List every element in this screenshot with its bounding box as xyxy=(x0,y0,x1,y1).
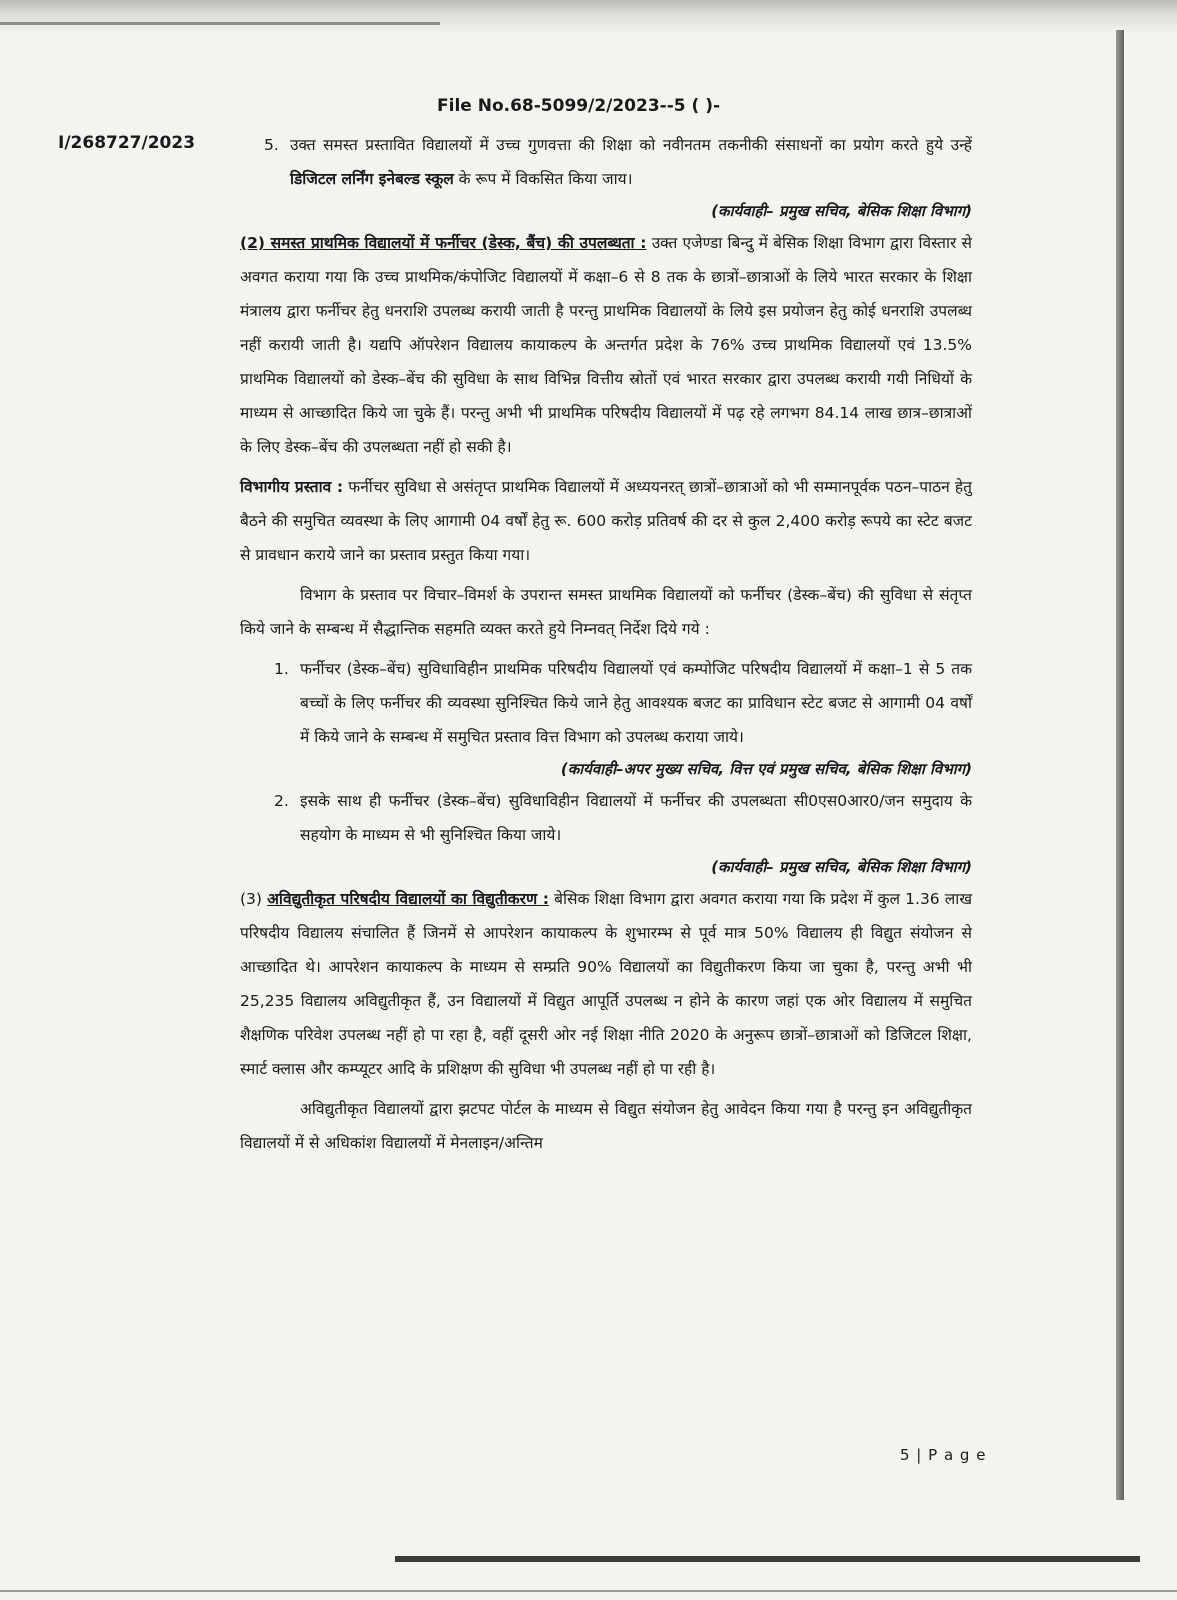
item-5-text-after: के रूप में विकसित किया जाय। xyxy=(453,170,633,188)
section-3-continuation: अविद्युतीकृत विद्यालयों द्वारा झटपट पोर्टल के माध्यम से विद्युत संयोजन हेतु आवेदन किया गया है परन्तु इन अविद्युतीकृत विद्यालयों में से अधिकांश विद्यालयों में मेनलाइन/अन्तिम xyxy=(240,1100,972,1152)
item-5-number: 5. xyxy=(264,136,279,154)
directive-text: फर्नीचर (डेस्क–बेंच) सुविधाविहीन प्राथमिक परिषदीय विद्यालयों एवं कम्पोजिट परिषदीय विद्यालयों में कक्षा–1 से 5 तक बच्चों के लिए फर्नीचर की व्यवस्था सुनिश्चित किये जाने हेतु आवश्यक बजट का प्राविधान स्टेट बजट से आगामी 04 वर्षों में किये जाने के सम्बन्ध में समुचित प्रस्ताव वित्त विभाग को उपलब्ध कराया जाये। xyxy=(300,660,972,746)
scan-right-edge xyxy=(1116,30,1124,1500)
page-number: 5 | P a g e xyxy=(900,1446,987,1464)
proposal-label: विभागीय प्रस्ताव : xyxy=(240,478,344,496)
section-2-paragraph xyxy=(240,226,972,464)
item-5-bold-text: डिजिटल लर्निंग इनेबल्ड स्कूल xyxy=(290,170,454,188)
item-5-action: (कार्यवाही– प्रमुख सचिव, बेसिक शिक्षा विभाग) xyxy=(711,202,972,220)
item-5 xyxy=(264,128,972,196)
scan-bottom-base xyxy=(0,1590,1177,1592)
section-2-heading: (2) समस्त प्राथमिक विद्यालयों में फर्नीचर (डेस्क, बैंच) की उपलब्धता : xyxy=(240,234,647,252)
section-3-body: बेसिक शिक्षा विभाग द्वारा अवगत कराया गया कि प्रदेश में कुल 1.36 लाख परिषदीय विद्यालय संचालित हैं जिनमें से आपरेशन कायाकल्प के शुभारम्भ से पूर्व मात्र 50% विद्यालय ही विद्युत संयोजन से आच्छादित थे। आपरेशन कायाकल्प के माध्यम से सम्प्रति 90% विद्यालयों का विद्युतीकरण किया जा चुका है, परन्तु अभी भी 25,235 विद्यालय अविद्युतीकृत हैं, उन विद्यालयों में विद्युत आपूर्ति उपलब्ध न होने के कारण जहां एक ओर विद्यालय में समुचित शैक्षणिक परिवेश उपलब्ध नहीं हो पा रहा है, वहीं दूसरी ओर नई शिक्षा नीति 2020 के अनुरूप छात्रों–छात्राओं को डिजिटल शिक्षा, स्मार्ट क्लास और कम्प्यूटर आदि के प्रशिक्षण की सुविधा भी उपलब्ध नहीं हो पा रही है। xyxy=(240,890,972,1078)
directive-item xyxy=(274,784,972,852)
scan-top-shadow xyxy=(0,0,1177,34)
section-2-proposal xyxy=(240,470,972,572)
directive-number: 1. xyxy=(274,660,289,678)
file-number: File No.68-5099/2/2023--5 ( )- xyxy=(437,96,721,116)
directive-action: (कार्यवाही– प्रमुख सचिव, बेसिक शिक्षा विभाग) xyxy=(711,858,972,876)
section-2-body: उक्त एजेण्डा बिन्दु में बेसिक शिक्षा विभाग द्वारा विस्तार से अवगत कराया गया कि उच्च प्राथमिक/कंपोजिट विद्यालयों में कक्षा–6 से 8 तक के छात्रों–छात्राओं के लिये भारत सरकार के शिक्षा मंत्रालय द्वारा फर्नीचर हेतु धनराशि उपलब्ध करायी जाती है परन्तु प्राथमिक विद्यालयों के लिये इस प्रयोजन हेतु कोई धनराशि उपलब्ध नहीं करायी जाती है। यद्यपि ऑपरेशन विद्यालय कायाकल्प के अन्तर्गत प्रदेश के 76% उच्च प्राथमिक विद्यालयों एवं 13.5% प्राथमिक विद्यालयों को डेस्क–बेंच की सुविधा के साथ विभिन्न वित्तीय स्रोतों एवं भारत सरकार द्वारा उपलब्ध करायी गयी निधियों के माध्यम से आच्छादित किये जा चुके हैं। परन्तु अभी भी प्राथमिक परिषदीय विद्यालयों में पढ़ रहे लगभग 84.14 लाख छात्र–छात्राओं के लिए डेस्क–बेंच की उपलब्धता नहीं हो सकी है। xyxy=(240,234,972,456)
directive-action: (कार्यवाही–अपर मुख्य सचिव, वित्त एवं प्रमुख सचिव, बेसिक शिक्षा विभाग) xyxy=(560,760,972,778)
directive-number: 2. xyxy=(274,792,289,810)
section-2-discussion: विभाग के प्रस्ताव पर विचार–विमर्श के उपरान्त समस्त प्राथमिक विद्यालयों को फर्नीचर (डेस्क–बेंच) की सुविधा से संतृप्त किये जाने के सम्बन्ध में सैद्धान्तिक सहमति व्यक्त करते हुये निम्नवत् निर्देश दिये गये : xyxy=(240,586,972,638)
item-5-text-before: उक्त समस्त प्रस्तावित विद्यालयों में उच्च गुणवत्ता की शिक्षा को नवीनतम तकनीकी संसाधनों का प्रयोग करते हुये उन्हें xyxy=(290,136,972,154)
section-3-prefix: (3) xyxy=(240,890,268,908)
item-5-text xyxy=(290,128,972,196)
proposal-text: फर्नीचर सुविधा से असंतृप्त प्राथमिक विद्यालयों में अध्ययनरत् छात्रों–छात्राओं को भी सम्मानपूर्वक पठन–पाठन हेतु बैठने की समुचित व्यवस्था के लिए आगामी 04 वर्षों हेतु रू. 600 करोड़ प्रतिवर्ष की दर से कुल 2,400 करोड़ रूपये का स्टेट बजट से प्रावधान कराये जाने का प्रस्ताव प्रस्तुत किया गया। xyxy=(240,478,972,564)
scan-top-line xyxy=(0,22,440,25)
document-body xyxy=(240,128,972,1160)
directive-list xyxy=(274,652,972,852)
reference-number: I/268727/2023 xyxy=(58,133,196,153)
directive-item xyxy=(274,652,972,754)
directive-text: इसके साथ ही फर्नीचर (डेस्क–बेंच) सुविधाविहीन विद्यालयों में फर्नीचर की उपलब्धता सी0एस0आर0/जन समुदाय के सहयोग के माध्यम से भी सुनिश्चित किया जाये। xyxy=(300,792,972,844)
scan-bottom-line xyxy=(395,1556,1140,1562)
section-3-heading: अविद्युतीकृत परिषदीय विद्यालयों का विद्युतीकरण : xyxy=(267,890,549,908)
section-3-paragraph xyxy=(240,882,972,1086)
